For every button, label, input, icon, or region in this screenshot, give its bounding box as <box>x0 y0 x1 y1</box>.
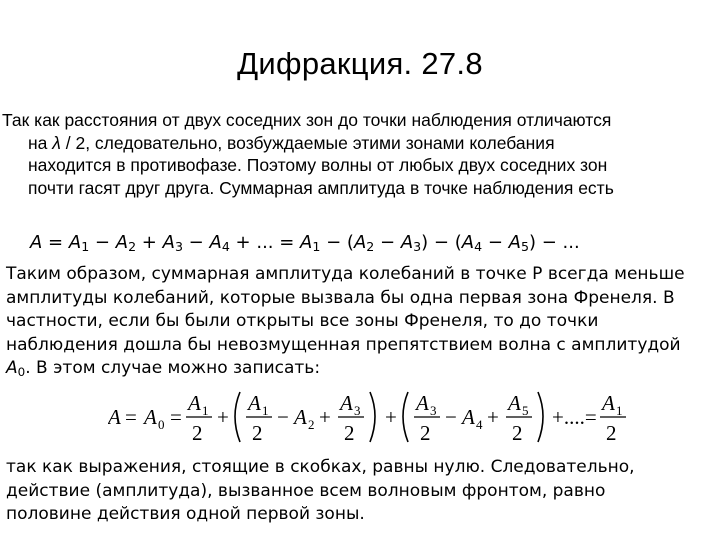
svg-text:3: 3 <box>430 403 437 418</box>
svg-text:+....=: +....= <box>552 405 597 429</box>
svg-text:4: 4 <box>476 417 483 432</box>
svg-text:+: + <box>385 405 397 429</box>
paragraph-line: почти гасят друг друга. Суммарная амплитуда в точке наблюдения есть <box>28 177 614 198</box>
svg-text:+: + <box>217 405 229 429</box>
paragraph-line: половине действия одной первой зоны. <box>6 504 365 524</box>
svg-text:3: 3 <box>354 403 361 418</box>
paragraph-line: находится в противофазе. Поэтому волны от любых двух соседних зон <box>28 155 608 175</box>
svg-text:2: 2 <box>606 421 617 445</box>
svg-text:2: 2 <box>420 421 431 445</box>
svg-text:A: A <box>602 391 615 415</box>
svg-text:+: + <box>487 405 499 429</box>
svg-text:A: A <box>188 391 201 415</box>
svg-text:2: 2 <box>192 421 203 445</box>
svg-text:A: A <box>508 391 521 415</box>
svg-text:1: 1 <box>202 403 209 418</box>
svg-text:A: A <box>416 391 429 415</box>
grouped-amplitude-formula <box>108 384 628 448</box>
svg-text:=: = <box>170 405 182 429</box>
svg-text:2: 2 <box>344 421 355 445</box>
paragraph-line: Таким образом, суммарная амплитуда колебаний в точке Р всегда меньше <box>6 264 685 284</box>
svg-text:−: − <box>277 405 289 429</box>
svg-text:−: − <box>445 405 457 429</box>
paragraph-line: амплитуды колебаний, которые вызвала бы одна первая зона Френеля. В <box>6 287 675 308</box>
paragraph-line: Так как расстояния от двух соседних зон до точки наблюдения отличаются <box>2 110 612 130</box>
paragraph-line: частности, если бы были открыты все зоны Френеля, то до точки <box>6 311 599 331</box>
svg-text:2: 2 <box>512 421 523 445</box>
slide-title: Дифракция. 27.8 <box>237 46 483 81</box>
paragraph-intro <box>2 109 716 199</box>
paragraph-line: действие (амплитуда), вызванное всем волновым фронтом, равно <box>6 480 606 501</box>
paragraph-line: наблюдения дошла бы невозмущенная препятствием волна с амплитудой <box>6 334 681 355</box>
paragraph-result <box>6 456 716 527</box>
svg-text:A: A <box>294 405 307 429</box>
paragraph-line: $A_0$. В этом случае можно записать: <box>6 358 321 379</box>
lambda-symbol: λ <box>52 132 61 153</box>
svg-text:A: A <box>248 391 261 415</box>
svg-text:0: 0 <box>158 417 165 432</box>
svg-text:+: + <box>319 405 331 429</box>
svg-text:A: A <box>144 405 157 429</box>
svg-text:A: A <box>340 391 353 415</box>
amplitude-sum-formula: $A = A_1 - A_2 + A_3 - A_4$ + ... = $A_1 - (A_2 - A_3) - (A_4 - A_5)$ − ... <box>30 232 580 255</box>
svg-text:5: 5 <box>522 403 529 418</box>
svg-text:=: = <box>125 405 137 429</box>
svg-text:1: 1 <box>262 403 269 418</box>
svg-text:A: A <box>108 405 121 429</box>
paragraph-line: на λ / 2, следовательно, возбуждаемые этими зонами колебания <box>28 132 555 153</box>
svg-text:2: 2 <box>308 417 315 432</box>
svg-text:1: 1 <box>616 403 623 418</box>
paragraph-conclusion <box>6 263 716 384</box>
svg-text:2: 2 <box>252 421 263 445</box>
paragraph-line: так как выражения, стоящие в скобках, равны нулю. Следовательно, <box>6 457 635 477</box>
svg-text:A: A <box>462 405 475 429</box>
